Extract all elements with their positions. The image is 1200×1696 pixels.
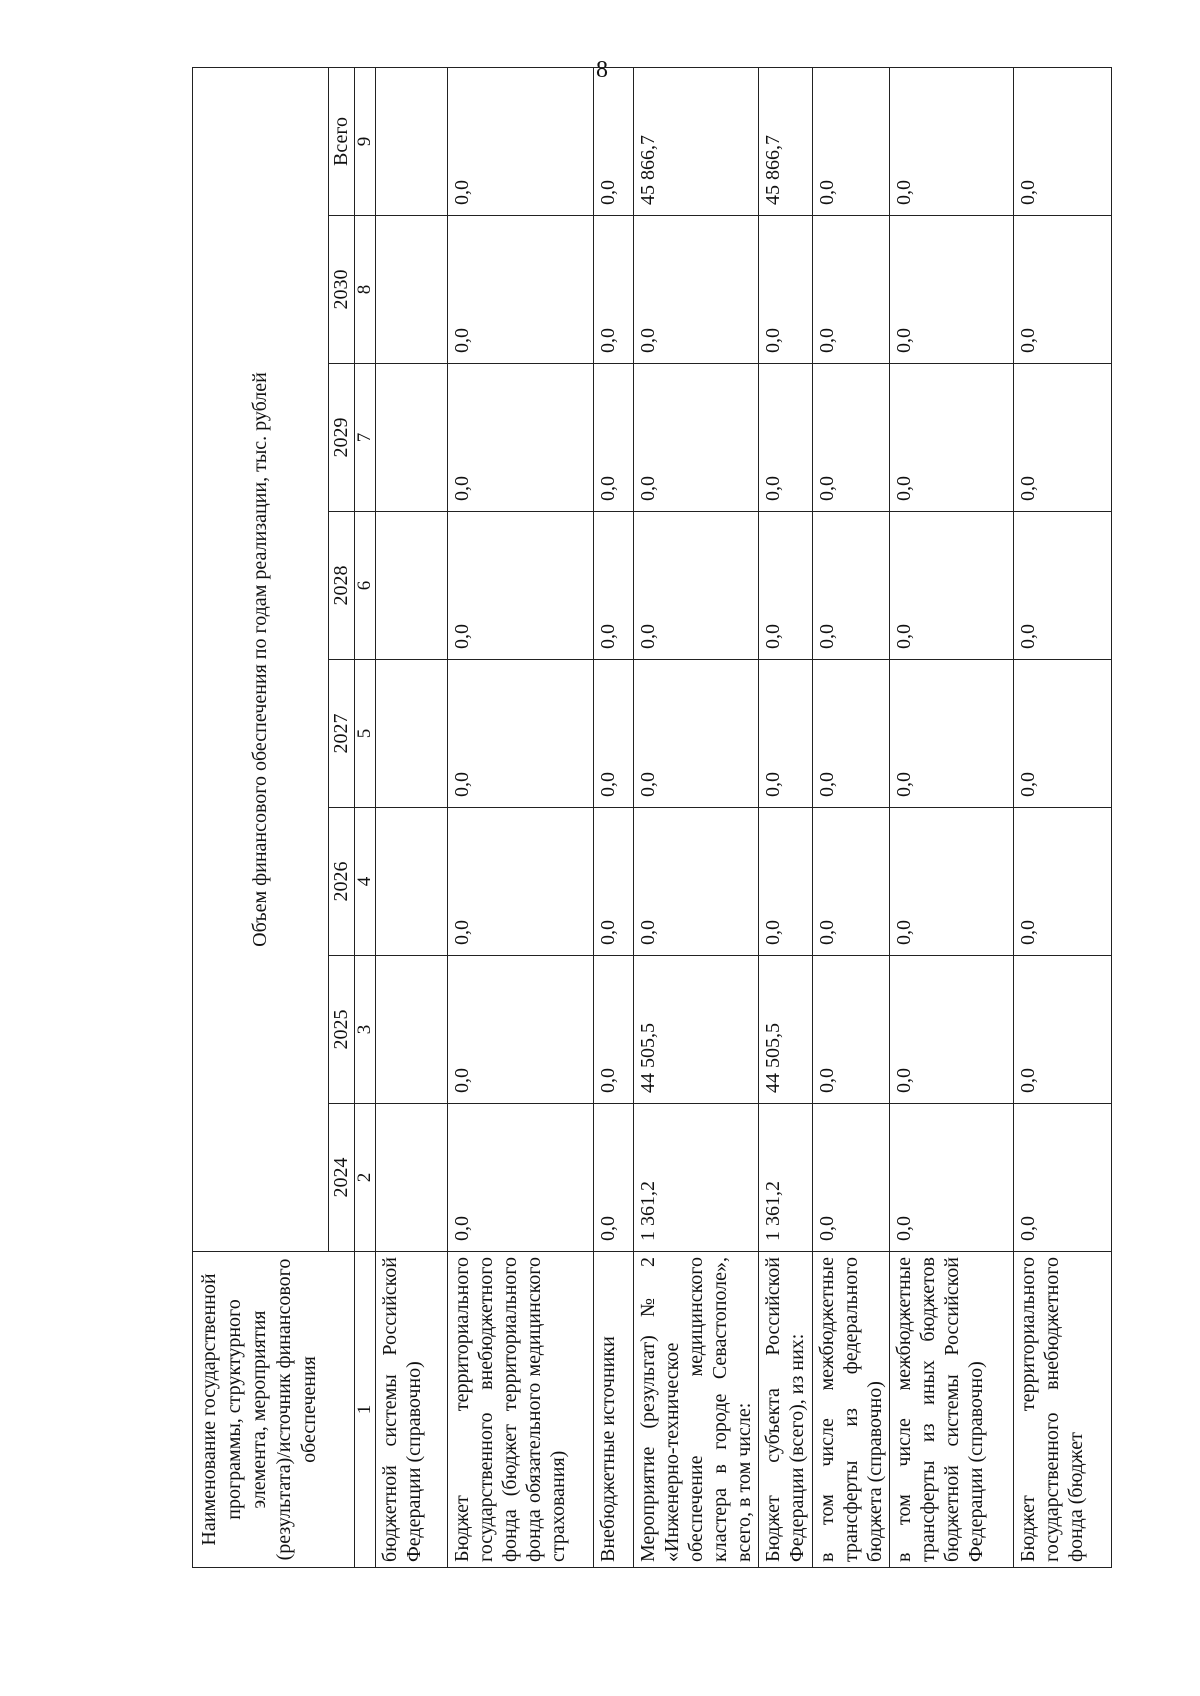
cell-value: 44 505,5 bbox=[633, 956, 758, 1104]
column-number: 5 bbox=[355, 660, 376, 808]
table-row bbox=[447, 67, 593, 1567]
row-name: Мероприятие (результат) № 2 «Инженерно-техническое обеспечение медицинского кластера в городе Севастополе», всего, в том числе: bbox=[633, 1252, 758, 1568]
row-name: Бюджет территориального государственного внебюджетного фонда (бюджет bbox=[1013, 1252, 1111, 1568]
cell-value: 0,0 bbox=[593, 956, 633, 1104]
year-header: 2029 bbox=[329, 364, 355, 512]
cell-value: 0,0 bbox=[812, 364, 889, 512]
cell-value: 0,0 bbox=[889, 1104, 1013, 1252]
name-column-header: Наименование государственной программы, структурного элемента, мероприятия (результата)/источник финансового обеспечения bbox=[193, 1252, 355, 1568]
column-number: 2 bbox=[355, 1104, 376, 1252]
cell-value: 0,0 bbox=[593, 660, 633, 808]
cell-value: 0,0 bbox=[1013, 512, 1111, 660]
cell-value: 0,0 bbox=[812, 216, 889, 364]
cell-value: 0,0 bbox=[447, 660, 593, 808]
cell-value: 0,0 bbox=[447, 512, 593, 660]
cell-value: 0,0 bbox=[593, 67, 633, 215]
cell-value: 0,0 bbox=[1013, 216, 1111, 364]
cell-value: 0,0 bbox=[447, 67, 593, 215]
cell-value: 0,0 bbox=[633, 364, 758, 512]
cell-value: 0,0 bbox=[593, 364, 633, 512]
financing-table bbox=[192, 67, 1112, 1568]
table-row bbox=[1013, 67, 1111, 1567]
cell-value: 0,0 bbox=[812, 512, 889, 660]
cell-value: 0,0 bbox=[889, 660, 1013, 808]
cell-value: 0,0 bbox=[889, 216, 1013, 364]
cell-value: 0,0 bbox=[889, 364, 1013, 512]
volume-header: Объем финансового обеспечения по годам реализации, тыс. рублей bbox=[193, 67, 329, 1251]
table-row bbox=[758, 67, 812, 1567]
cell-value bbox=[375, 956, 447, 1104]
table-row bbox=[889, 67, 1013, 1567]
cell-value: 0,0 bbox=[447, 216, 593, 364]
cell-value: 44 505,5 bbox=[758, 956, 812, 1104]
year-header: 2030 bbox=[329, 216, 355, 364]
cell-value: 0,0 bbox=[1013, 1104, 1111, 1252]
cell-value: 45 866,7 bbox=[758, 67, 812, 215]
row-name: в том числе межбюджетные трансферты из иных бюджетов бюджетной системы Российской Федерации (справочно) bbox=[889, 1252, 1013, 1568]
cell-value: 0,0 bbox=[1013, 808, 1111, 956]
cell-value: 0,0 bbox=[812, 67, 889, 215]
column-number: 1 bbox=[355, 1252, 376, 1568]
cell-value: 0,0 bbox=[1013, 956, 1111, 1104]
cell-value: 0,0 bbox=[758, 364, 812, 512]
year-header: 2028 bbox=[329, 512, 355, 660]
cell-value: 0,0 bbox=[758, 808, 812, 956]
cell-value: 0,0 bbox=[593, 808, 633, 956]
cell-value: 0,0 bbox=[812, 808, 889, 956]
cell-value: 0,0 bbox=[889, 808, 1013, 956]
cell-value: 0,0 bbox=[1013, 67, 1111, 215]
cell-value: 0,0 bbox=[812, 956, 889, 1104]
cell-value: 0,0 bbox=[812, 660, 889, 808]
cell-value: 0,0 bbox=[633, 660, 758, 808]
cell-value bbox=[375, 808, 447, 956]
column-number: 8 bbox=[355, 216, 376, 364]
cell-value bbox=[375, 660, 447, 808]
cell-value bbox=[375, 1104, 447, 1252]
cell-value: 0,0 bbox=[812, 1104, 889, 1252]
table-row bbox=[375, 67, 447, 1567]
cell-value: 0,0 bbox=[593, 1104, 633, 1252]
column-number: 7 bbox=[355, 364, 376, 512]
column-number: 9 bbox=[355, 67, 376, 215]
cell-value: 0,0 bbox=[633, 512, 758, 660]
page-number: 8 bbox=[596, 57, 608, 83]
row-name: Внебюджетные источники bbox=[593, 1252, 633, 1568]
cell-value: 0,0 bbox=[447, 808, 593, 956]
cell-value: 0,0 bbox=[758, 512, 812, 660]
cell-value: 0,0 bbox=[1013, 660, 1111, 808]
cell-value: 45 866,7 bbox=[633, 67, 758, 215]
row-name: Бюджет субъекта Российской Федерации (всего), из них: bbox=[758, 1252, 812, 1568]
cell-value: 0,0 bbox=[889, 512, 1013, 660]
table-row bbox=[593, 67, 633, 1567]
column-number: 4 bbox=[355, 808, 376, 956]
column-number: 3 bbox=[355, 956, 376, 1104]
cell-value: 0,0 bbox=[758, 216, 812, 364]
cell-value: 1 361,2 bbox=[758, 1104, 812, 1252]
cell-value: 0,0 bbox=[593, 216, 633, 364]
cell-value bbox=[375, 512, 447, 660]
row-name: Бюджет территориального государственного внебюджетного фонда (бюджет территориального фонда обязательного медицинского страхования) bbox=[447, 1252, 593, 1568]
cell-value: 0,0 bbox=[1013, 364, 1111, 512]
cell-value: 0,0 bbox=[633, 216, 758, 364]
year-header: 2026 bbox=[329, 808, 355, 956]
cell-value bbox=[375, 67, 447, 215]
total-header: Всего bbox=[329, 67, 355, 215]
year-header: 2025 bbox=[329, 956, 355, 1104]
cell-value: 0,0 bbox=[447, 956, 593, 1104]
table-row bbox=[633, 67, 758, 1567]
cell-value: 0,0 bbox=[633, 808, 758, 956]
cell-value: 0,0 bbox=[593, 512, 633, 660]
cell-value: 0,0 bbox=[447, 364, 593, 512]
cell-value: 0,0 bbox=[889, 67, 1013, 215]
cell-value bbox=[375, 364, 447, 512]
table-row bbox=[812, 67, 889, 1567]
rotated-table-container bbox=[192, 116, 1112, 1568]
cell-value bbox=[375, 216, 447, 364]
cell-value: 0,0 bbox=[889, 956, 1013, 1104]
year-header: 2024 bbox=[329, 1104, 355, 1252]
cell-value: 0,0 bbox=[758, 660, 812, 808]
column-number: 6 bbox=[355, 512, 376, 660]
year-header: 2027 bbox=[329, 660, 355, 808]
cell-value: 1 361,2 bbox=[633, 1104, 758, 1252]
cell-value: 0,0 bbox=[447, 1104, 593, 1252]
row-name: бюджетной системы Российской Федерации (справочно) bbox=[375, 1252, 447, 1568]
row-name: в том числе межбюджетные трансферты из федерального бюджета (справочно) bbox=[812, 1252, 889, 1568]
